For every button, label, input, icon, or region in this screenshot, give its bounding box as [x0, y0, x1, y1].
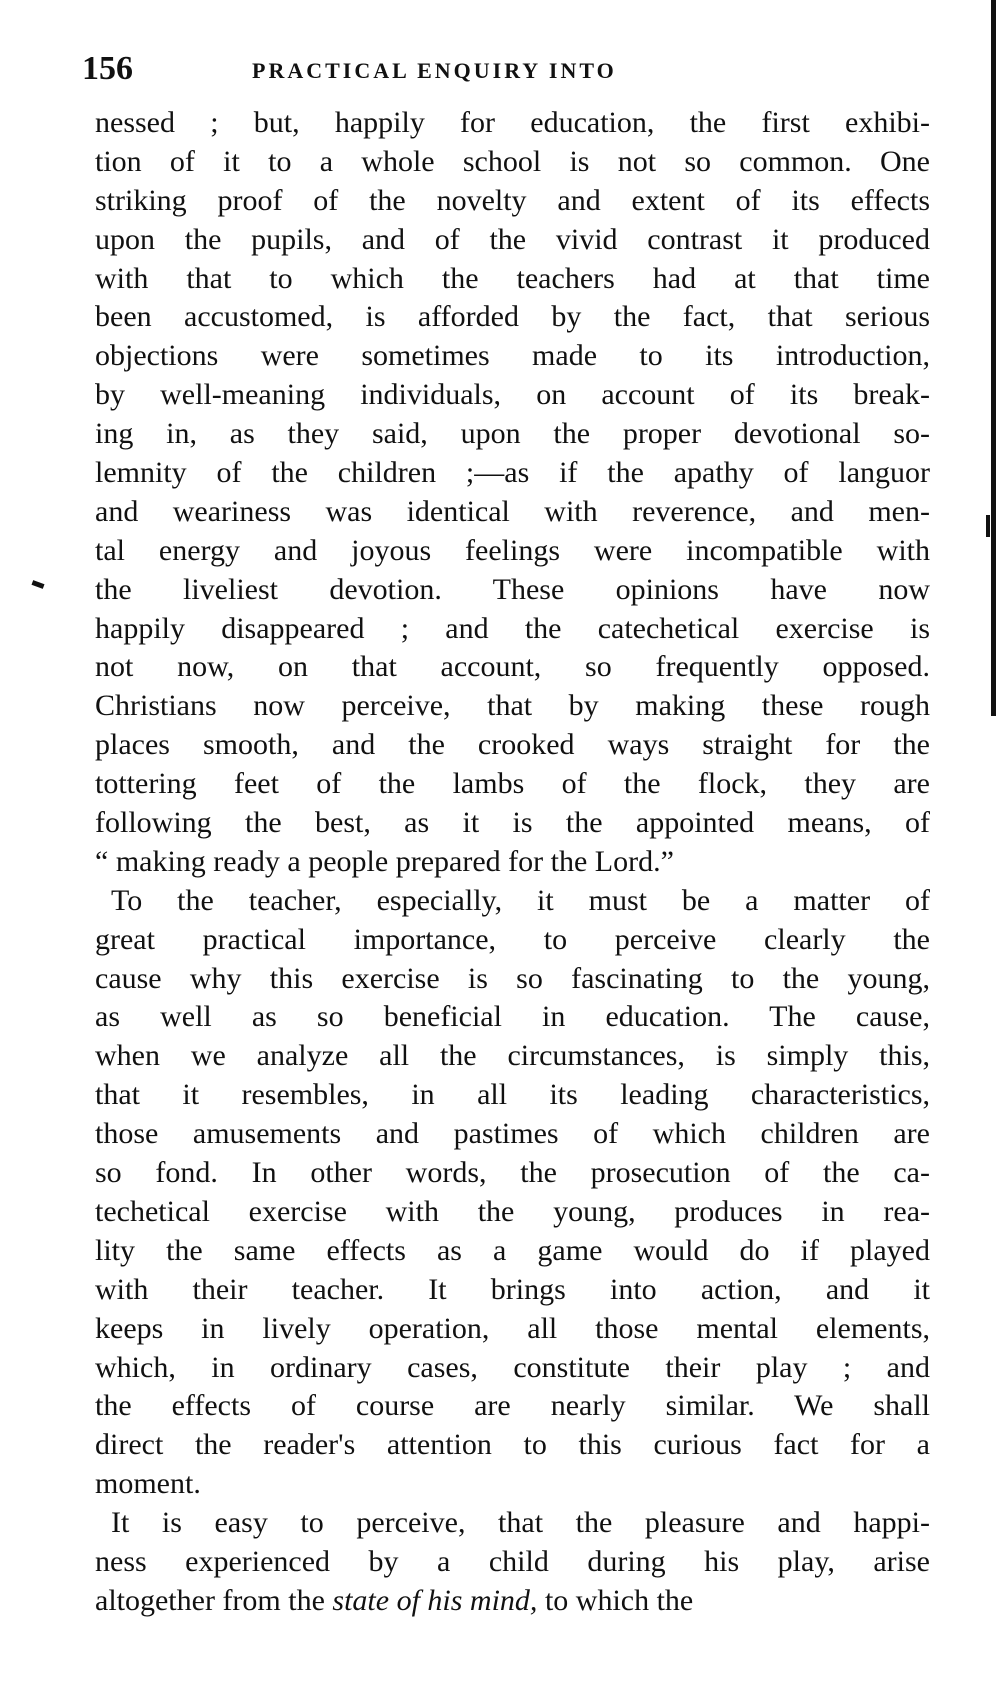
text-line: “ making ready a people prepared for the Lord.”	[95, 844, 674, 878]
text-line: ness experienced by a child during his play, arise	[95, 1544, 930, 1578]
text-line: the effects of course are nearly similar. We shall	[95, 1389, 930, 1423]
text-line: so fond. In other words, the prosecution of the ca-	[95, 1156, 930, 1190]
text-line: and weariness was identical with reverence, and men-	[95, 494, 930, 528]
text-segment: altogether from the	[95, 1583, 333, 1617]
text-line: techetical exercise with the young, produces in rea-	[95, 1194, 930, 1228]
text-line: lemnity of the children ;—as if the apathy of languor	[95, 456, 930, 490]
text-line: tion of it to a whole school is not so common. One	[95, 144, 930, 178]
body-text	[95, 104, 930, 1621]
text-line: as well as so beneficial in education. The cause,	[95, 1000, 930, 1034]
text-line: when we analyze all the circumstances, is simply this,	[95, 1039, 930, 1073]
text-line: with their teacher. It brings into action, and it	[95, 1272, 930, 1306]
text-line: ing in, as they said, upon the proper devotional so-	[95, 417, 930, 451]
text-line: tottering feet of the lambs of the flock, they are	[95, 767, 930, 801]
text-line: tal energy and joyous feelings were incompatible with	[95, 533, 930, 567]
text-line: cause why this exercise is so fascinating to the young,	[95, 961, 930, 995]
text-line: nessed ; but, happily for education, the first exhibi-	[95, 106, 930, 139]
text-line: that it resembles, in all its leading characteristics,	[95, 1078, 930, 1112]
text-line: great practical importance, to perceive clearly the	[95, 922, 930, 956]
text-line: To the teacher, especially, it must be a matter of	[111, 883, 930, 917]
text-line: following the best, as it is the appointed means, of	[95, 806, 930, 840]
margin-mark	[32, 580, 45, 589]
text-line: which, in ordinary cases, constitute their play ; and	[95, 1350, 930, 1384]
text-line: happily disappeared ; and the catechetical exercise is	[95, 611, 930, 645]
text-line: striking proof of the novelty and extent of its effects	[95, 183, 930, 217]
page-edge-rule	[991, 0, 996, 716]
text-line: direct the reader's attention to this curious fact for a	[95, 1428, 930, 1462]
text-line: objections were sometimes made to its introduction,	[95, 339, 930, 373]
text-line: upon the pupils, and of the vivid contrast it produced	[95, 222, 930, 256]
text-line: with that to which the teachers had at that time	[95, 261, 930, 295]
text-line: moment.	[95, 1467, 201, 1501]
text-line: been accustomed, is afforded by the fact, that serious	[95, 300, 930, 334]
text-line: those amusements and pastimes of which children are	[95, 1117, 930, 1151]
text-line: lity the same effects as a game would do if played	[95, 1233, 930, 1267]
italic-phrase: state of his mind,	[332, 1583, 538, 1617]
running-title: PRACTICAL ENQUIRY INTO	[252, 58, 617, 83]
text-line: Christians now perceive, that by making these rough	[95, 689, 930, 723]
text-line: by well-meaning individuals, on account of its break-	[95, 378, 930, 412]
text-line	[95, 1582, 930, 1621]
text-line: the liveliest devotion. These opinions have now	[95, 572, 930, 606]
text-segment: to which the	[537, 1583, 694, 1617]
text-line: keeps in lively operation, all those mental elements,	[95, 1311, 930, 1345]
page-number: 156	[82, 50, 133, 87]
page-header	[82, 50, 742, 90]
edge-mark	[986, 515, 990, 537]
text-line: places smooth, and the crooked ways straight for the	[95, 728, 930, 762]
text-line: It is easy to perceive, that the pleasure and happi-	[111, 1506, 930, 1540]
text-line: not now, on that account, so frequently opposed.	[95, 650, 930, 684]
